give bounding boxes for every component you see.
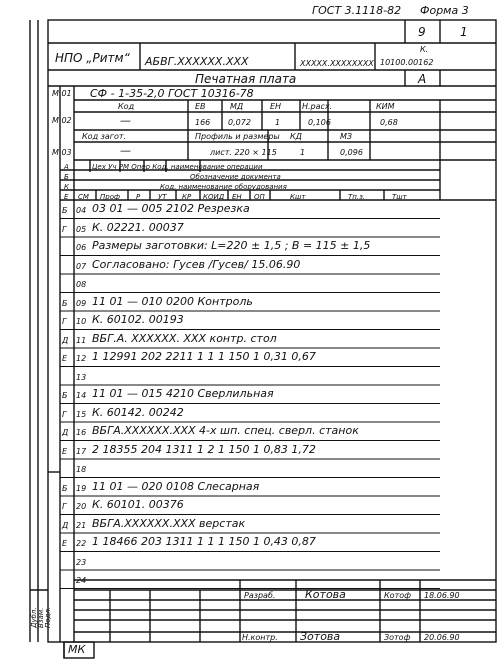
sheet-number: 9 (418, 25, 426, 39)
side-label-vzam: Взам. (37, 607, 45, 628)
row-text: Согласовано: Гусев /Гусев/ 15.06.90 (92, 257, 301, 271)
side-label-podl: Подл. (44, 606, 52, 628)
row-number: 06 (76, 243, 87, 252)
m03-mz: 0,096 (340, 148, 363, 157)
head-col-koid: КОИД (203, 193, 225, 201)
control-label: Н.контр. (242, 633, 278, 642)
m02-ev: 166 (195, 118, 211, 127)
row-prefix: Г (62, 502, 67, 511)
row-text: К. 60101. 00376 (92, 498, 184, 511)
control-date: 20.06.90 (424, 633, 460, 642)
row-number: 14 (76, 391, 87, 400)
head-row-k: Код, наименование оборудования (160, 183, 287, 191)
head-row-a: Цех Уч РМ Опер Код, наименование операции (92, 163, 263, 171)
head-col-prof: Проф (100, 193, 120, 201)
head-row-b: Обозначение документа (190, 173, 281, 181)
m02-rash: 0,106 (308, 118, 331, 127)
row-number: 05 (76, 224, 87, 234)
row-text: 1 12991 202 2211 1 1 1 150 1 0,31 0,67 (92, 350, 316, 363)
row-number: 19 (76, 483, 87, 493)
row-text: 03 01 — 005 2102 Резрезка (92, 202, 250, 215)
head-col-kr: КР (182, 193, 192, 201)
row-text: К. 02221. 00037 (92, 220, 184, 234)
code-middle: XXXXX.XXXXXXXX (300, 59, 374, 68)
head-col-tsht: Тшт (392, 193, 407, 201)
developed-name: Котова (305, 588, 346, 601)
mat-header2-code: Код загот. (82, 132, 127, 141)
row-prefix: Д (62, 428, 69, 437)
mat-header-md: МД (230, 102, 244, 111)
m03-kd: 1 (300, 148, 306, 157)
row-number: 17 (76, 446, 87, 456)
standard-label: ГОСТ 3.1118-82 (312, 4, 402, 17)
row-prefix: Д (62, 335, 69, 345)
m02-en: 1 (275, 118, 281, 127)
row-number: 11 (76, 335, 87, 345)
row-number: 07 (76, 261, 87, 271)
item-title: Печатная плата (195, 72, 297, 86)
row-number: 16 (76, 428, 87, 437)
document-designation: АБВГ.XXXXXX.XXX (145, 55, 249, 68)
control-signature: Зотоф (384, 633, 411, 642)
m03-code: — (120, 144, 131, 157)
mat-header2-profile: Профиль и размеры (195, 132, 280, 141)
form-label: Форма 3 (420, 4, 469, 17)
m03-profile: лист. 220 × 115 (210, 148, 277, 157)
row-prefix: Е (62, 354, 68, 363)
material-name: СФ - 1-35-2,0 ГОСТ 10316-78 (90, 87, 254, 100)
row-prefix: Е (62, 539, 68, 548)
row-prefix: Д (62, 520, 69, 530)
head-col-sm: СМ (78, 193, 89, 201)
row-prefix: Г (62, 317, 67, 326)
side-label-dubl: Дубл. (30, 607, 38, 628)
row-prefix: Б (62, 483, 68, 493)
row-number: 23 (76, 557, 87, 567)
footer-code: МК (68, 643, 86, 656)
row-number: 09 (76, 298, 87, 308)
developed-signature: Котоф (384, 591, 411, 600)
mat-header-kim: КИМ (376, 102, 395, 111)
head-col-r: Р (136, 193, 141, 201)
row-number: 15 (76, 409, 87, 419)
row-text: К. 60142. 00242 (92, 405, 184, 419)
row-text: ВБГА.XXXXXX.XXX верстак (92, 516, 246, 530)
row-text: Размеры заготовки: L=220 ± 1,5 ; B = 115 ± 1,5 (92, 239, 371, 252)
mat-header-rash: Н.расх. (302, 102, 333, 111)
sheets-total: 1 (460, 25, 468, 39)
row-prefix: Б (62, 391, 68, 400)
developed-date: 18.06.90 (424, 591, 460, 600)
m02-code: — (120, 114, 131, 127)
k-code: 10100.00162 (380, 58, 434, 67)
row-number: 22 (76, 539, 87, 548)
row-text: ВБГ.А. XXXXXX. XXX контр. стол (92, 331, 277, 345)
k-label: К. (420, 45, 429, 54)
control-name: Зотова (300, 630, 341, 643)
head-col-op: ОП (254, 193, 265, 201)
head-row-b-label: Б (64, 173, 69, 181)
row-label-m01: М 01 (52, 89, 72, 98)
row-number: 04 (76, 206, 87, 215)
row-prefix: Б (62, 206, 68, 215)
row-number: 20 (76, 502, 87, 511)
row-label-m03: М 03 (52, 148, 72, 157)
row-number: 13 (76, 372, 87, 382)
row-prefix: Г (62, 409, 67, 419)
row-text: 1 18466 203 1311 1 1 1 150 1 0,43 0,87 (92, 535, 316, 548)
head-col-en: ЕН (232, 193, 242, 201)
row-prefix: Е (62, 446, 68, 456)
item-letter: А (418, 72, 427, 86)
head-col-tpz: Тп.з. (348, 193, 366, 201)
row-number: 24 (76, 576, 87, 585)
organization-name: НПО „Ритм“ (55, 51, 130, 65)
row-number: 08 (76, 280, 87, 289)
row-number: 10 (76, 317, 87, 326)
row-label-m02: М 02 (52, 116, 72, 125)
head-row-k-label: К (64, 183, 69, 191)
m02-md: 0,072 (228, 118, 251, 127)
row-number: 18 (76, 465, 87, 474)
head-row-e-label: Е (64, 193, 69, 201)
row-text: 11 01 — 015 4210 Сверлильная (92, 387, 274, 400)
row-number: 21 (76, 520, 87, 530)
developed-label: Разраб. (244, 591, 276, 600)
mat-header-code: Код (118, 102, 135, 111)
head-row-a-label: А (64, 163, 69, 171)
row-prefix: Б (62, 298, 68, 308)
head-col-ksht: Кшт (290, 193, 306, 201)
row-text: 11 01 — 010 0200 Контроль (92, 294, 253, 308)
row-prefix: Г (62, 224, 67, 234)
mat-header2-mz: МЗ (340, 132, 353, 141)
head-col-ut: УТ (158, 193, 167, 201)
row-number: 12 (76, 354, 87, 363)
row-text: 11 01 — 020 0108 Слесарная (92, 479, 260, 493)
m02-kim: 0,68 (380, 118, 398, 127)
mat-header2-kd: КД (290, 132, 302, 141)
row-text: ВБГА.XXXXXX.XXX 4-х шп. спец. сверл. станок (92, 424, 359, 437)
row-text: К. 60102. 00193 (92, 313, 184, 326)
mat-header-ev: ЕВ (195, 102, 206, 111)
row-text: 2 18355 204 1311 1 2 1 150 1 0,83 1,72 (92, 442, 316, 456)
mat-header-en: ЕН (270, 102, 282, 111)
